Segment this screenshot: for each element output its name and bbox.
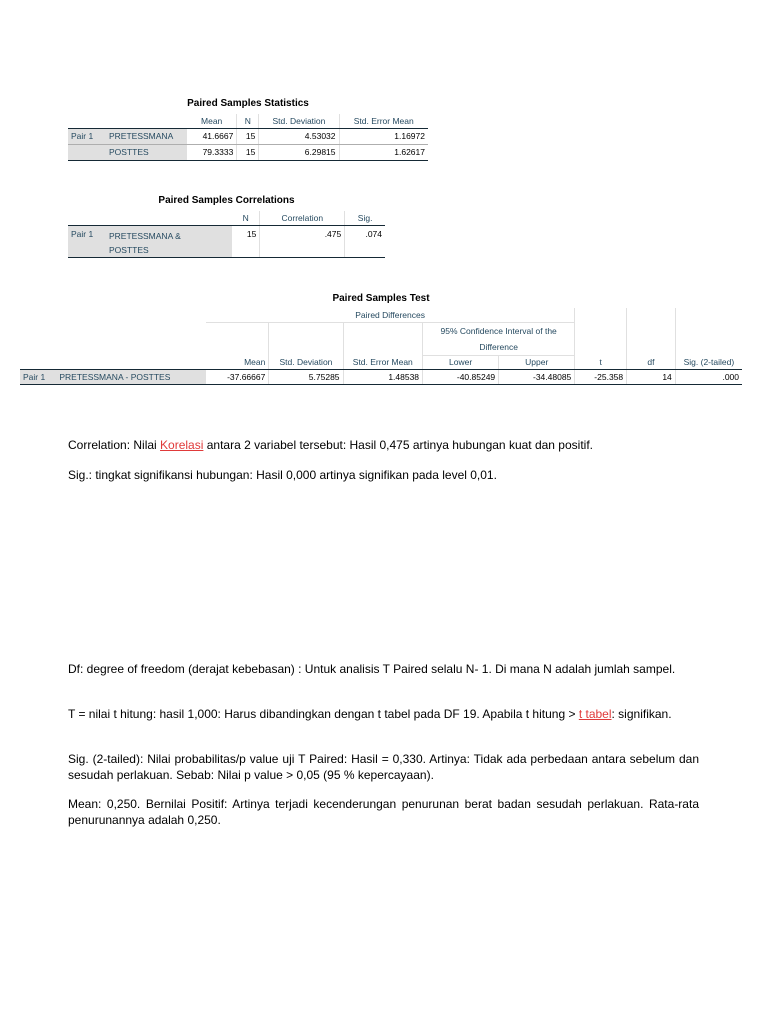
header-n: N	[237, 114, 259, 128]
empty-cell	[675, 308, 742, 322]
empty-cell	[68, 114, 106, 128]
variable-label: POSTTES	[106, 144, 187, 160]
correlations-table	[68, 211, 385, 258]
empty-cell	[269, 322, 343, 355]
t-note-pre: T = nilai t hitung: hasil 1,000: Harus dibandingkan dengan t tabel pada DF 19. Apabila t hitung >	[68, 707, 579, 721]
test-header-row-1	[20, 308, 742, 322]
mean-note: Mean: 0,250. Bernilai Positif: Artinya terjadi kecenderungan penurunan berat badan sesudah perlakuan. Rata-rata penurunannya adalah 0,250.	[68, 797, 699, 827]
empty-cell	[206, 322, 269, 355]
header-std-deviation: Std. Deviation	[259, 114, 339, 128]
empty-cell	[575, 308, 627, 322]
header-sig-2-tailed: Sig. (2-tailed)	[675, 355, 742, 369]
variable-label: PRETESSMANA - POSTTES	[56, 369, 206, 384]
correlation-value: .475	[260, 225, 345, 257]
correlations-title: Paired Samples Correlations	[158, 195, 295, 206]
empty-cell	[343, 322, 423, 355]
t-note-post: : signifikan.	[611, 707, 672, 721]
df-value: 14	[627, 369, 676, 384]
ci-header-line1: 95% Confidence Interval of the	[440, 325, 557, 336]
variable-label-line2: POSTTES	[109, 244, 149, 255]
korelasi-link[interactable]: Korelasi	[160, 438, 204, 452]
header-correlation: Correlation	[260, 211, 345, 225]
stats-table	[68, 114, 428, 161]
upper-value: -34.48085	[499, 369, 575, 384]
test-header-row-3	[20, 355, 742, 369]
correlations-header-row	[68, 211, 385, 225]
header-mean: Mean	[206, 355, 269, 369]
empty-cell	[106, 114, 187, 128]
empty-cell	[68, 211, 106, 225]
std-error-value: 1.48538	[343, 369, 423, 384]
header-std-error-mean: Std. Error Mean	[343, 355, 423, 369]
header-df: df	[627, 355, 676, 369]
std-error-value: 1.62617	[339, 144, 428, 160]
header-std-error-mean: Std. Error Mean	[339, 114, 428, 128]
variable-label	[106, 225, 232, 257]
t-note	[68, 706, 699, 722]
empty-cell	[675, 322, 742, 355]
paired-differences-header: Paired Differences	[206, 308, 575, 322]
sig-value: .074	[345, 225, 385, 257]
sig-note: Sig.: tingkat signifikansi hubungan: Hasil 0,000 artinya signifikan pada level 0,01.	[68, 468, 497, 482]
empty-cell	[56, 308, 206, 322]
mean-value: 41.6667	[187, 128, 237, 144]
df-note: Df: degree of freedom (derajat kebebasan) : Untuk analisis T Paired selalu N- 1. Di mana N adalah jumlah sampel.	[68, 662, 676, 676]
header-mean: Mean	[187, 114, 237, 128]
table-row	[68, 225, 385, 257]
empty-cell	[56, 322, 206, 355]
sig-2-tailed-note: Sig. (2-tailed): Nilai probabilitas/p value uji T Paired: Hasil = 0,330. Artinya: Tidak ada perbedaan antara sebelum dan sesudah perlakuan. Sebab: Nilai p value > 0,05 (95 % kepercayaan).	[68, 752, 699, 782]
lower-value: -40.85249	[423, 369, 499, 384]
ci-header-line2: Difference	[479, 341, 518, 352]
mean-value: 79.3333	[187, 144, 237, 160]
t-value: -25.358	[575, 369, 627, 384]
n-value: 15	[232, 225, 260, 257]
correlation-note-post: antara 2 variabel tersebut: Hasil 0,475 artinya hubungan kuat dan positif.	[203, 438, 593, 452]
pair-label: Pair 1	[68, 128, 106, 144]
correlation-note	[68, 437, 708, 453]
empty-cell	[20, 355, 56, 369]
mean-value: -37.66667	[206, 369, 269, 384]
stats-title: Paired Samples Statistics	[187, 98, 309, 109]
pair-label-blank	[68, 144, 106, 160]
empty-cell	[627, 308, 676, 322]
empty-cell	[627, 322, 676, 355]
test-table	[20, 308, 742, 385]
header-upper: Upper	[499, 355, 575, 369]
empty-cell	[56, 355, 206, 369]
pair-label: Pair 1	[68, 225, 106, 257]
sig-2-tailed-value: .000	[675, 369, 742, 384]
std-deviation-value: 5.75285	[269, 369, 343, 384]
table-row	[20, 369, 742, 384]
header-lower: Lower	[423, 355, 499, 369]
table-row	[68, 128, 428, 144]
std-deviation-value: 6.29815	[259, 144, 339, 160]
pair-label: Pair 1	[20, 369, 56, 384]
empty-cell	[575, 322, 627, 355]
stats-header-row	[68, 114, 428, 128]
header-std-deviation: Std. Deviation	[269, 355, 343, 369]
n-value: 15	[237, 128, 259, 144]
empty-cell	[20, 322, 56, 355]
variable-label: PRETESSMANA	[106, 128, 187, 144]
empty-cell	[20, 308, 56, 322]
std-deviation-value: 4.53032	[259, 128, 339, 144]
test-header-row-2	[20, 322, 742, 355]
table-row	[68, 144, 428, 160]
std-error-value: 1.16972	[339, 128, 428, 144]
header-n: N	[232, 211, 260, 225]
n-value: 15	[237, 144, 259, 160]
variable-label-line1: PRETESSMANA &	[109, 230, 181, 241]
empty-cell	[106, 211, 232, 225]
header-sig: Sig.	[345, 211, 385, 225]
confidence-interval-header	[423, 322, 575, 355]
t-tabel-link[interactable]: t tabel	[578, 707, 612, 721]
test-title: Paired Samples Test	[332, 293, 430, 304]
header-t: t	[575, 355, 627, 369]
correlation-note-pre: Correlation: Nilai	[68, 438, 161, 452]
